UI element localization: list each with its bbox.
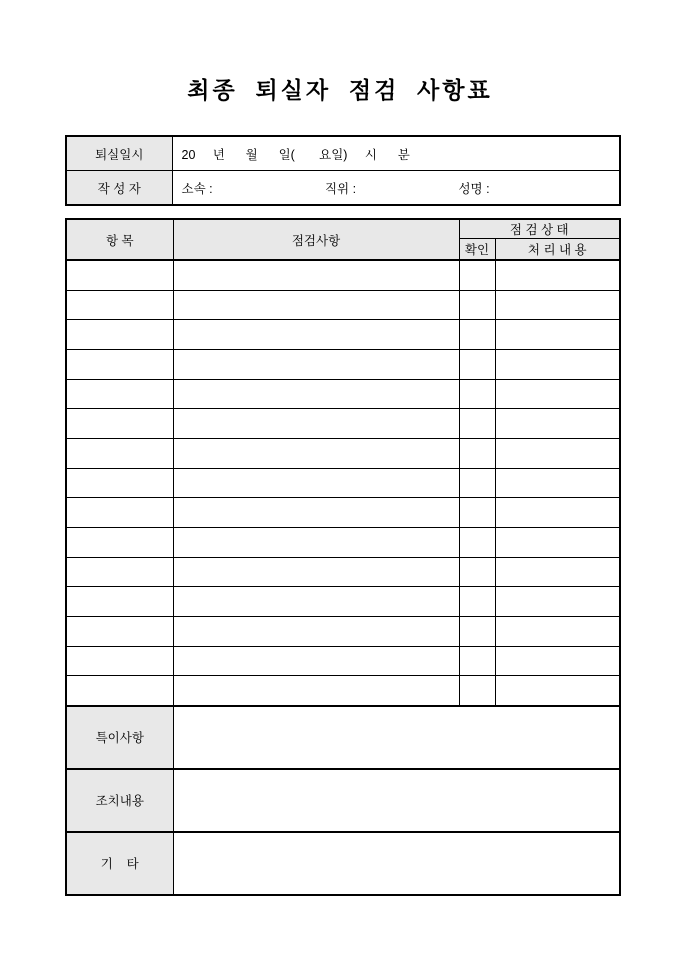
checklist-row bbox=[66, 260, 620, 290]
checklist-row bbox=[66, 587, 620, 617]
bottom-section-row bbox=[66, 706, 620, 769]
checklist-cell-inspection[interactable] bbox=[173, 527, 459, 557]
checklist-cell-action[interactable] bbox=[495, 438, 620, 468]
checklist-cell-inspection[interactable] bbox=[173, 468, 459, 498]
info-row-author bbox=[66, 171, 620, 206]
checklist-cell-inspection[interactable] bbox=[173, 498, 459, 528]
bottom-section-value[interactable] bbox=[173, 832, 620, 895]
info-row-checkout-datetime bbox=[66, 136, 620, 171]
checklist-cell-item[interactable] bbox=[66, 409, 173, 439]
checklist-cell-action[interactable] bbox=[495, 320, 620, 350]
checklist-cell-action[interactable] bbox=[495, 498, 620, 528]
checklist-cell-item[interactable] bbox=[66, 468, 173, 498]
checklist-bottom-sections bbox=[66, 706, 620, 895]
checklist-body bbox=[66, 260, 620, 706]
checklist-row bbox=[66, 379, 620, 409]
checklist-row bbox=[66, 646, 620, 676]
checklist-cell-action[interactable] bbox=[495, 557, 620, 587]
checklist-cell-action[interactable] bbox=[495, 527, 620, 557]
checklist-cell-confirm[interactable] bbox=[459, 468, 495, 498]
checklist-cell-item[interactable] bbox=[66, 527, 173, 557]
checklist-cell-item[interactable] bbox=[66, 587, 173, 617]
checklist-row bbox=[66, 438, 620, 468]
checklist-cell-item[interactable] bbox=[66, 616, 173, 646]
bottom-section-value[interactable] bbox=[173, 769, 620, 832]
checklist-cell-action[interactable] bbox=[495, 676, 620, 706]
checklist-cell-confirm[interactable] bbox=[459, 349, 495, 379]
bottom-section-label: 기 타 bbox=[66, 832, 173, 895]
checklist-cell-item[interactable] bbox=[66, 260, 173, 290]
checklist-row bbox=[66, 290, 620, 320]
checklist-cell-confirm[interactable] bbox=[459, 320, 495, 350]
checklist-table bbox=[65, 218, 621, 896]
checklist-cell-item[interactable] bbox=[66, 290, 173, 320]
checklist-cell-item[interactable] bbox=[66, 676, 173, 706]
checklist-cell-inspection[interactable] bbox=[173, 646, 459, 676]
col-header-item: 항 목 bbox=[66, 219, 173, 260]
checklist-cell-action[interactable] bbox=[495, 587, 620, 617]
checklist-row bbox=[66, 468, 620, 498]
checklist-row bbox=[66, 409, 620, 439]
checklist-cell-inspection[interactable] bbox=[173, 557, 459, 587]
page-title: 최종 퇴실자 점검 사항표 bbox=[187, 78, 493, 103]
author-label: 작 성 자 bbox=[66, 171, 172, 206]
checklist-cell-confirm[interactable] bbox=[459, 438, 495, 468]
checkout-datetime-label: 퇴실일시 bbox=[66, 136, 172, 171]
checklist-cell-item[interactable] bbox=[66, 498, 173, 528]
checklist-header bbox=[66, 219, 620, 260]
checklist-cell-inspection[interactable] bbox=[173, 349, 459, 379]
checklist-cell-action[interactable] bbox=[495, 409, 620, 439]
col-header-confirm: 확인 bbox=[459, 239, 495, 261]
checklist-cell-item[interactable] bbox=[66, 646, 173, 676]
checklist-cell-inspection[interactable] bbox=[173, 260, 459, 290]
checklist-cell-inspection[interactable] bbox=[173, 290, 459, 320]
checklist-cell-action[interactable] bbox=[495, 349, 620, 379]
checklist-cell-confirm[interactable] bbox=[459, 646, 495, 676]
checklist-cell-confirm[interactable] bbox=[459, 379, 495, 409]
checklist-cell-inspection[interactable] bbox=[173, 409, 459, 439]
col-header-inspection: 점검사항 bbox=[173, 219, 459, 260]
checklist-row bbox=[66, 498, 620, 528]
checklist-cell-confirm[interactable] bbox=[459, 498, 495, 528]
checklist-cell-confirm[interactable] bbox=[459, 587, 495, 617]
checklist-row bbox=[66, 616, 620, 646]
checklist-cell-item[interactable] bbox=[66, 379, 173, 409]
checklist-cell-item[interactable] bbox=[66, 349, 173, 379]
checklist-cell-inspection[interactable] bbox=[173, 616, 459, 646]
col-header-status: 점 검 상 태 bbox=[459, 219, 620, 239]
checklist-cell-confirm[interactable] bbox=[459, 616, 495, 646]
checklist-cell-action[interactable] bbox=[495, 616, 620, 646]
affiliation-field[interactable]: 소속 : bbox=[181, 181, 213, 196]
bottom-section-label: 조치내용 bbox=[66, 769, 173, 832]
checkout-datetime-value[interactable]: 20 년 월 일( 요일) 시 분 bbox=[172, 136, 620, 171]
name-field[interactable]: 성명 : bbox=[458, 181, 490, 196]
checklist-cell-inspection[interactable] bbox=[173, 676, 459, 706]
bottom-section-row bbox=[66, 832, 620, 895]
checklist-cell-inspection[interactable] bbox=[173, 587, 459, 617]
col-header-action: 처 리 내 용 bbox=[495, 239, 620, 261]
checklist-row bbox=[66, 349, 620, 379]
checklist-cell-confirm[interactable] bbox=[459, 527, 495, 557]
checklist-cell-action[interactable] bbox=[495, 468, 620, 498]
bottom-section-row bbox=[66, 769, 620, 832]
checklist-cell-item[interactable] bbox=[66, 438, 173, 468]
position-field[interactable]: 직위 : bbox=[324, 181, 357, 196]
checklist-row bbox=[66, 527, 620, 557]
checklist-cell-action[interactable] bbox=[495, 260, 620, 290]
checklist-row bbox=[66, 320, 620, 350]
checklist-cell-action[interactable] bbox=[495, 646, 620, 676]
checklist-row bbox=[66, 676, 620, 706]
checklist-cell-confirm[interactable] bbox=[459, 409, 495, 439]
bottom-section-value[interactable] bbox=[173, 706, 620, 769]
checklist-cell-action[interactable] bbox=[495, 379, 620, 409]
checklist-cell-confirm[interactable] bbox=[459, 260, 495, 290]
checklist-cell-action[interactable] bbox=[495, 290, 620, 320]
checklist-cell-confirm[interactable] bbox=[459, 557, 495, 587]
author-fields[interactable] bbox=[172, 171, 620, 206]
checklist-cell-inspection[interactable] bbox=[173, 379, 459, 409]
checklist-cell-item[interactable] bbox=[66, 557, 173, 587]
checklist-row bbox=[66, 557, 620, 587]
bottom-section-label: 특이사항 bbox=[66, 706, 173, 769]
checklist-cell-confirm[interactable] bbox=[459, 290, 495, 320]
checklist-cell-inspection[interactable] bbox=[173, 438, 459, 468]
checklist-cell-inspection[interactable] bbox=[173, 320, 459, 350]
checklist-cell-item[interactable] bbox=[66, 320, 173, 350]
checklist-cell-confirm[interactable] bbox=[459, 676, 495, 706]
info-table bbox=[65, 135, 621, 206]
